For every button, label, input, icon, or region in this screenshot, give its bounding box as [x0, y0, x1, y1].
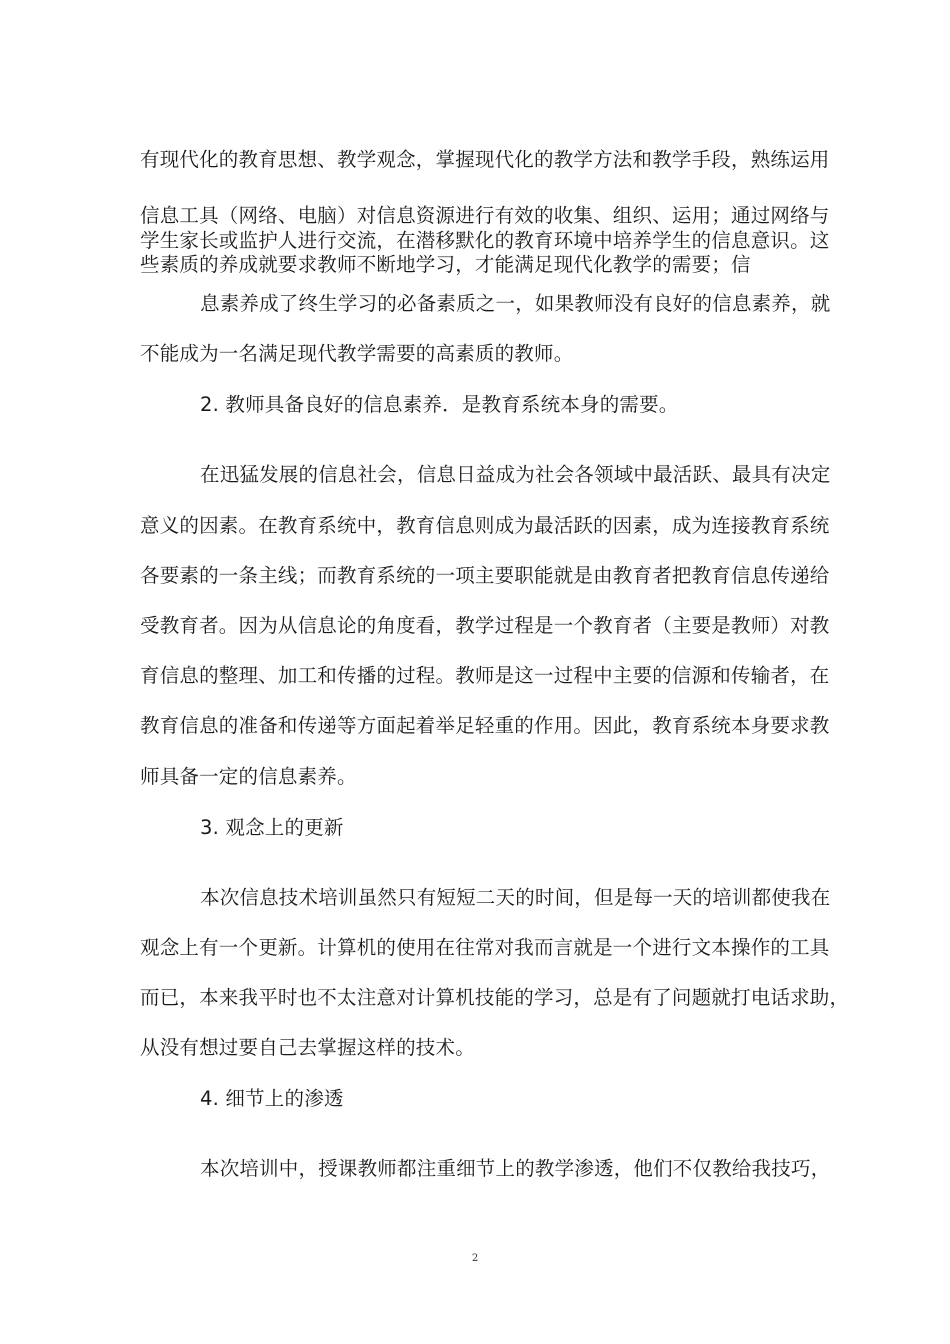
body-text-line: 受教育者。因为从信息论的角度看，教学过程是一个教育者（主要是教师）对教	[140, 614, 830, 637]
body-text-line: 信息工具（网络、电脑）对信息资源进行有效的收集、组织、运用；通过网络与	[140, 204, 830, 227]
body-text-line: 观念上有一个更新。计算机的使用在往常对我而言就是一个进行文本操作的工具	[140, 936, 830, 959]
page-number: 2	[471, 1253, 479, 1264]
body-text-line: 不能成为一名满足现代教学需要的高素质的教师。	[140, 342, 574, 365]
body-text-line: 而已，本来我平时也不太注意对计算机技能的学习，总是有了问题就打电话求助，	[140, 986, 850, 1009]
section-heading: 3. 观念上的更新	[200, 816, 344, 839]
body-text-line: 在迅猛发展的信息社会，信息日益成为社会各领域中最活跃、最具有决定	[200, 463, 831, 486]
body-text-line: 从没有想过要自己去掌握这样的技术。	[140, 1036, 475, 1059]
body-text-line: 本次信息技术培训虽然只有短短二天的时间，但是每一天的培训都使我在	[200, 886, 831, 909]
body-text-line: 各要素的一条主线；而教育系统的一项主要职能就是由教育者把教育信息传递给	[140, 564, 830, 587]
section-heading: 4. 细节上的渗透	[200, 1087, 344, 1110]
body-text-line: 师具备一定的信息素养。	[140, 765, 357, 788]
body-text-line: 息素养成了终生学习的必备素质之一，如果教师没有良好的信息素养，就	[200, 292, 831, 315]
body-text-line: 些素质的养成就要求教师不断地学习，才能满足现代化教学的需要；信	[140, 253, 751, 276]
body-text-line: 学生家长或监护人进行交流，在潜移默化的教育环境中培养学生的信息意识。这	[140, 229, 830, 252]
body-text-line: 意义的因素。在教育系统中，教育信息则成为最活跃的因素，成为连接教育系统	[140, 514, 830, 537]
body-text-line: 本次培训中，授课教师都注重细节上的教学渗透，他们不仅教给我技巧，	[200, 1157, 831, 1180]
section-heading: 2. 教师具备良好的信息素养．是教育系统本身的需要。	[200, 393, 679, 416]
body-text-line: 有现代化的教育思想、教学观念，掌握现代化的教学方法和教学手段，熟练运用	[140, 148, 830, 171]
body-text-line: 教育信息的准备和传递等方面起着举足轻重的作用。因此，教育系统本身要求教	[140, 714, 830, 737]
body-text-line: 育信息的整理、加工和传播的过程。教师是这一过程中主要的信源和传输者，在	[140, 664, 830, 687]
